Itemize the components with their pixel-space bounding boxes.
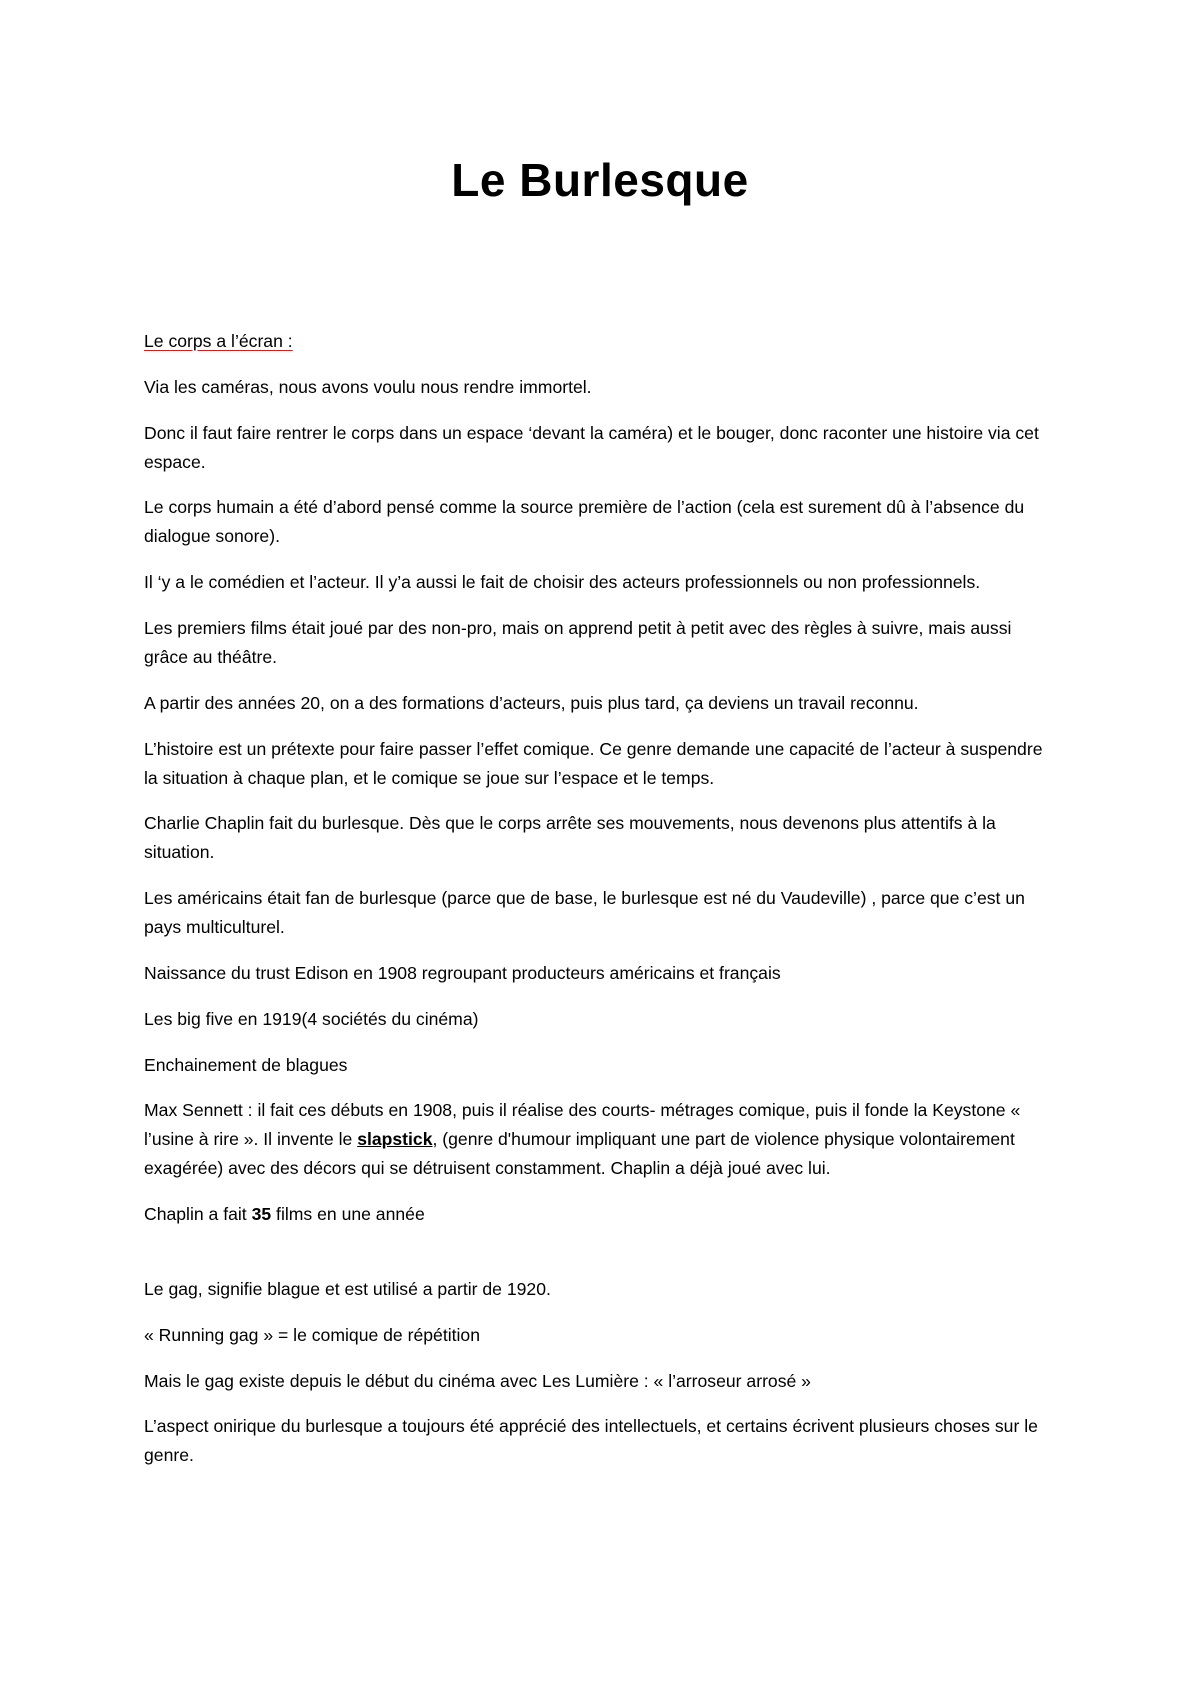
paragraph-max-sennett: [144, 1096, 1059, 1183]
paragraph: Les big five en 1919(4 sociétés du cinéma): [144, 1008, 479, 1029]
blank-line: [144, 1246, 1059, 1275]
paragraph: Le corps humain a été d’abord pensé comme la source première de l’action (cela est surement dû à l’absence du dialogue sonore).: [144, 497, 1025, 547]
paragraph-text: Max Sennett : il fait ces débuts en 1908, puis il réalise des courts- métrages comique, puis il fonde la Keystone « l’usine à rire ». Il invente le: [144, 1100, 1021, 1150]
section-heading: [144, 327, 1059, 356]
document-body: [144, 327, 1059, 1487]
paragraph-text: films en une année: [271, 1204, 425, 1225]
paragraph: L’histoire est un prétexte pour faire passer l’effet comique. Ce genre demande une capacité de l’acteur à suspendre la situation à chaque plan, et le comique se joue sur l’espace et le temps.: [144, 738, 1043, 788]
paragraph: Les américains était fan de burlesque (parce que de base, le burlesque est né du Vaudeville) , parce que c’est un pays multiculturel.: [144, 888, 1025, 938]
paragraph: Il ‘y a le comédien et l’acteur. Il y’a aussi le fait de choisir des acteurs professionnels ou non professionnels.: [144, 572, 981, 593]
paragraph: « Running gag » = le comique de répétition: [144, 1324, 480, 1345]
paragraph: Charlie Chaplin fait du burlesque. Dès que le corps arrête ses mouvements, nous devenons plus attentifs à la situation.: [144, 813, 996, 863]
paragraph: L’aspect onirique du burlesque a toujours été apprécié des intellectuels, et certains écrivent plusieurs choses sur le genre.: [144, 1416, 1038, 1466]
paragraph: A partir des années 20, on a des formations d’acteurs, puis plus tard, ça deviens un travail reconnu.: [144, 692, 919, 713]
paragraph: Donc il faut faire rentrer le corps dans un espace ‘devant la caméra) et le bouger, donc raconter une histoire via cet espace.: [144, 422, 1039, 472]
paragraph: Mais le gag existe depuis le début du cinéma avec Les Lumière : « l’arroseur arrosé »: [144, 1370, 811, 1391]
paragraph: Enchainement de blagues: [144, 1054, 348, 1075]
paragraph: Les premiers films était joué par des non-pro, mais on apprend petit à petit avec des règles à suivre, mais aussi grâce au théâtre.: [144, 617, 1012, 667]
paragraph: Naissance du trust Edison en 1908 regroupant producteurs américains et français: [144, 962, 781, 983]
paragraph: Le gag, signifie blague et est utilisé a partir de 1920.: [144, 1278, 551, 1299]
paragraph-text: , (genre d'humour impliquant une part de violence physique volontairement exagérée) avec des décors qui se détruisent constamment. Chaplin a déjà joué avec lui.: [144, 1129, 1015, 1179]
paragraph-text: Chaplin a fait: [144, 1204, 252, 1225]
paragraph-chaplin-films: [144, 1200, 1059, 1229]
slapstick-keyword: slapstick: [357, 1129, 433, 1150]
paragraph: Via les caméras, nous avons voulu nous rendre immortel.: [144, 376, 592, 397]
document-title: Le Burlesque: [451, 154, 749, 206]
section-heading-text: Le corps a l’écran :: [144, 331, 293, 351]
films-count: 35: [251, 1204, 272, 1225]
